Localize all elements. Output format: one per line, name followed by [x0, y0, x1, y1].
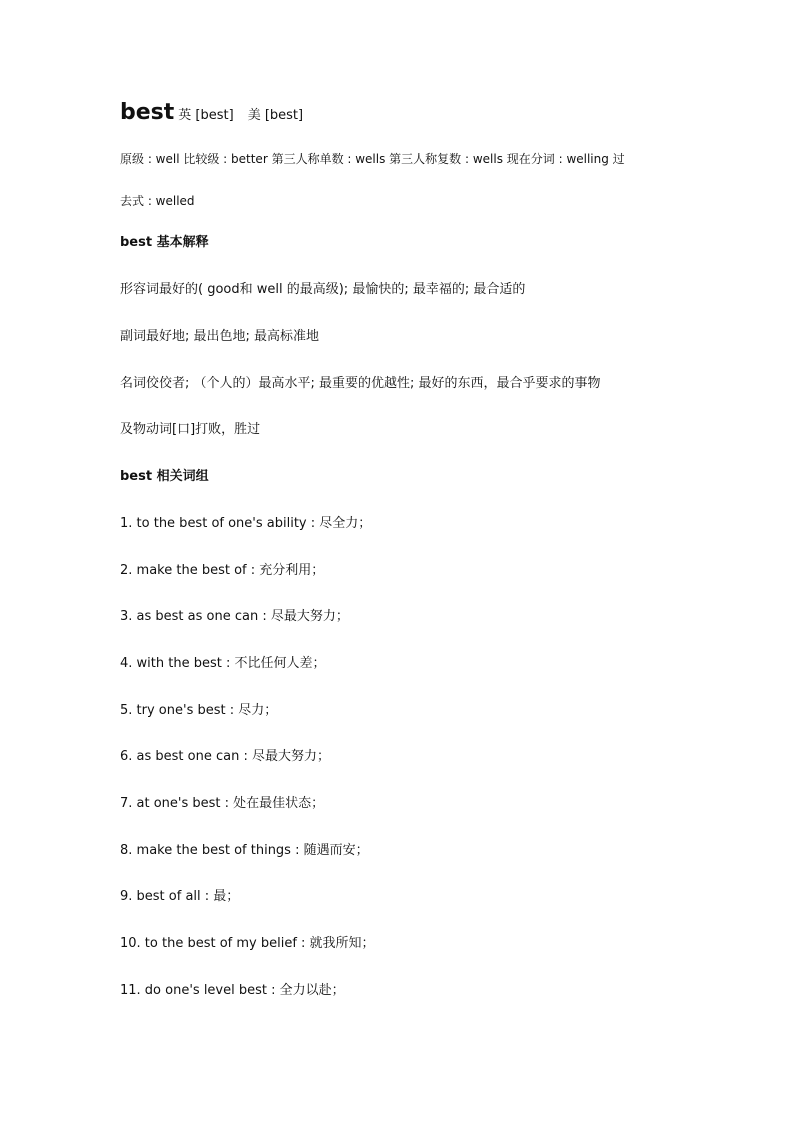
- phrase-item: 5. try one's best : 尽力；: [120, 703, 278, 718]
- basic-explanation-title: best 基本解释: [120, 235, 209, 250]
- word-forms-line-1: 原级 : well 比较级 : better 第三人称单数 : wells 第三人称复数 : wells 现在分词 : welling 过: [120, 152, 625, 166]
- phrase-item: 2. make the best of : 充分利用；: [120, 563, 325, 578]
- definition-noun: 名词佼佼者; （个人的）最高水平; 最重要的优越性; 最好的东西，最合乎要求的事物: [120, 376, 601, 391]
- phrase-item: 1. to the best of one's ability : 尽全力；: [120, 516, 372, 531]
- definition-adjective: 形容词最好的( good和 well 的最高级); 最愉快的; 最幸福的; 最合适的: [120, 282, 526, 297]
- definition-transitive-verb: 及物动词[口]打败，胜过: [120, 422, 261, 437]
- phrase-item: 4. with the best : 不比任何人差；: [120, 656, 326, 671]
- definition-adverb: 副词最好地; 最出色地; 最高标准地: [120, 329, 320, 344]
- related-phrases-title: best 相关词组: [120, 469, 209, 484]
- phrase-item: 6. as best one can : 尽最大努力；: [120, 749, 330, 764]
- phrase-item: 7. at one's best : 处在最佳状态；: [120, 796, 325, 811]
- phrase-item: 11. do one's level best : 全力以赴；: [120, 983, 345, 998]
- word-forms-line-2: 去式 : welled: [120, 194, 195, 208]
- pronunciation-uk: 英 [best]: [178, 108, 234, 123]
- phrase-item: 8. make the best of things : 随遇而安；: [120, 843, 369, 858]
- pronunciation-us: 美 [best]: [247, 108, 304, 123]
- phrase-item: 9. best of all : 最；: [120, 889, 240, 904]
- entry-header: [120, 100, 304, 125]
- headword: best: [120, 100, 175, 125]
- phrase-item: 10. to the best of my belief : 就我所知；: [120, 936, 375, 951]
- phrase-item: 3. as best as one can : 尽最大努力；: [120, 609, 349, 624]
